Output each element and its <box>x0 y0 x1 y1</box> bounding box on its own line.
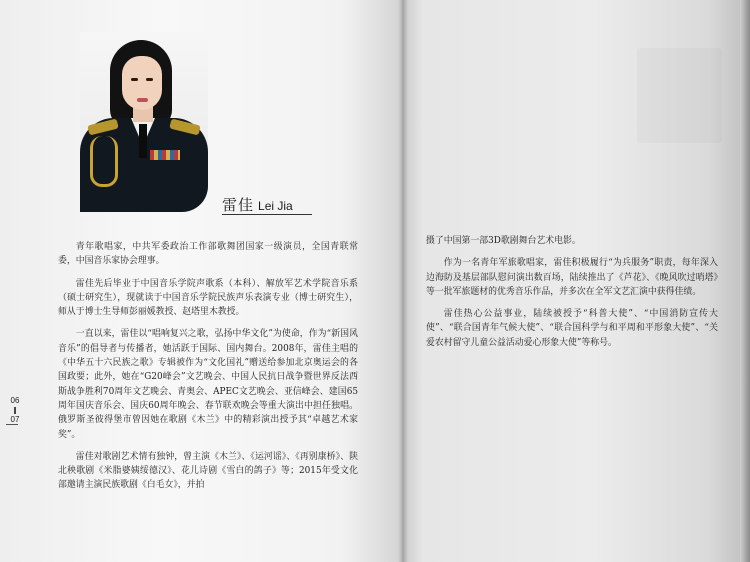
profile-name <box>222 194 293 215</box>
page-number-bottom: 07 <box>10 415 20 424</box>
show-through-image <box>637 48 722 143</box>
page-edge <box>740 0 750 562</box>
page-number-top: 06 <box>10 396 20 405</box>
page-number-rule <box>6 424 18 425</box>
paragraph: 雷佳对歌剧艺术情有独钟，曾主演《木兰》、《运河谣》、《再别康桥》、陕北秧歌剧《米脂婆姨绥德汉》、花儿诗剧《雪白的鸽子》等；2015年受文化部邀请主演民族歌剧《白毛女》，并拍 <box>58 451 358 491</box>
page-number <box>8 396 22 425</box>
paragraph: 青年歌唱家，中共军委政治工作部歌舞团国家一级演员，全国青联常委，中国音乐家协会理事。 <box>58 242 358 267</box>
paragraph: 摄了中国第一部3D歌剧舞台艺术电影。 <box>426 236 581 246</box>
book-gutter <box>398 0 408 562</box>
left-body-text <box>58 240 358 501</box>
paragraph: 雷佳热心公益事业，陆续被授予“科普大使”、“中国消防宣传大使”、“联合国青年气候大使”、“联合国科学与和平周和平形象大使”、“关爱农村留守儿童公益活动爱心形象大使”等称号。 <box>426 309 718 348</box>
profile-name-cn: 雷佳 <box>222 196 255 214</box>
paragraph: 雷佳先后毕业于中国音乐学院声歌系（本科）、解放军艺术学院音乐系（硕士研究生），现就读于中国音乐学院民族声乐表演专业（博士研究生），师从于博士生导师彭丽媛教授、赵塔里木教授。 <box>58 278 358 318</box>
paragraph: 一直以来，雷佳以“唱响复兴之歌，弘扬中华文化”为使命，作为“新国风音乐”的倡导者与传播者，她活跃于国际、国内舞台。2008年，雷佳主唱的《中华五十六民族之歌》专辑被作为“文化国礼”赠送给参加北京奥运会的各国政要；此外，她在“G20峰会”文艺晚会、中国人民抗日战争暨世界反法西斯战争胜利70周年文艺晚会、青奥会、APEC文艺晚会、亚信峰会、建国65周年国庆音乐会、国庆60周年晚会、春节联欢晚会等重大演出中担任独唱。俄罗斯圣彼得堡市曾因她在歌剧《木兰》中的精彩演出授予其“卓越艺术家奖”。 <box>58 329 358 440</box>
right-page <box>402 0 750 562</box>
profile-name-en: Lei Jia <box>258 199 293 213</box>
paragraph: 作为一名青年军旅歌唱家，雷佳积极履行“为兵服务”职责，每年深入边海防及基层部队慰问演出数百场，陆续推出了《芦花》、《晚风吹过哨塔》等一批军旅题材的优秀音乐作品，并多次在全军文艺汇演中获得佳绩。 <box>426 258 718 297</box>
page-number-divider <box>14 407 16 414</box>
right-body-text <box>426 234 718 358</box>
portrait-photo <box>80 32 208 212</box>
name-underline <box>222 214 312 215</box>
